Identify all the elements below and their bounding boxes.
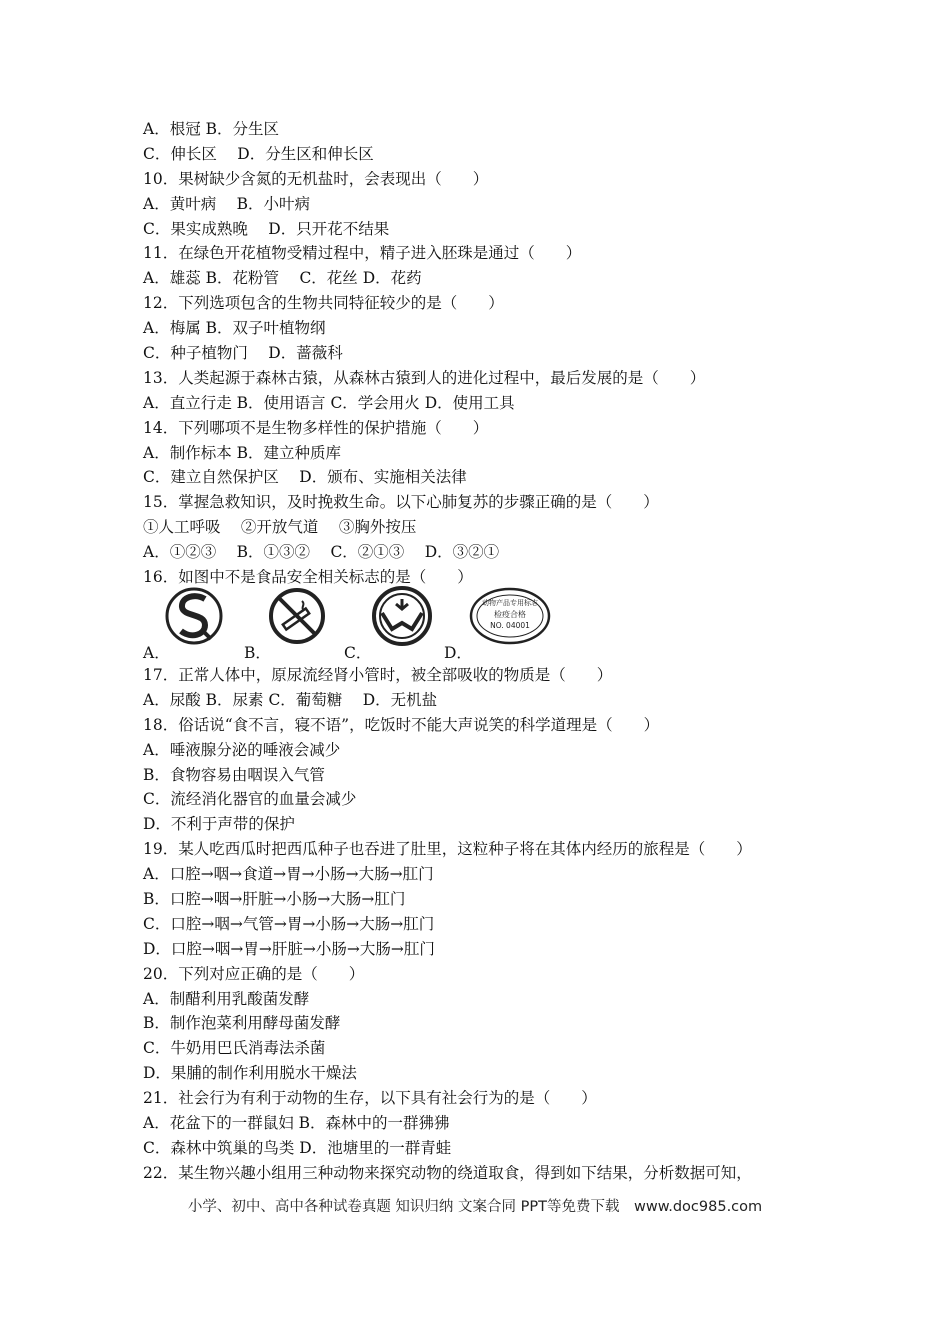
text-line: A．口腔→咽→食道→胃→小肠→大肠→肛门 xyxy=(143,865,434,884)
text-line: A．唾液腺分泌的唾液会减少 xyxy=(143,740,341,759)
questions-bottom xyxy=(143,663,843,1186)
text-line: D．口腔→咽→胃→肝脏→小肠→大肠→肛门 xyxy=(143,939,435,958)
text-line: C．伸长区 D．分生区和伸长区 xyxy=(143,144,374,163)
text-line: 20．下列对应正确的是（ ） xyxy=(143,964,365,983)
text-line: 19．某人吃西瓜时把西瓜种子也吞进了肚里，这粒种子将在其体内经历的旅程是（ ） xyxy=(143,840,752,859)
text-line: 15．掌握急救知识，及时挽救生命。以下心肺复苏的步骤正确的是（ ） xyxy=(143,493,659,512)
questions-top xyxy=(143,117,843,590)
qs-symbol-icon xyxy=(165,585,223,647)
svg-text:NO. 04001: NO. 04001 xyxy=(490,621,530,630)
text-line: A．花盆下的一群鼠妇 B．森林中的一群狒狒 xyxy=(143,1114,450,1133)
text-line: A．直立行走 B．使用语言 C．学会用火 D．使用工具 xyxy=(143,393,515,412)
text-line: C．森林中筑巢的鸟类 D．池塘里的一群青蛙 xyxy=(143,1138,452,1157)
text-line: A．根冠 B．分生区 xyxy=(143,120,280,138)
q16-option-d: D． xyxy=(444,644,472,662)
q16-option-a: A． xyxy=(143,644,170,662)
text-line: C．流经消化器官的血量会减少 xyxy=(143,790,357,809)
q16-option-c: C． xyxy=(344,644,372,662)
text-line: 17．正常人体中，原尿流经肾小管时，被全部吸收的物质是（ ） xyxy=(143,666,613,684)
text-line: B．制作泡菜利用酵母菌发酵 xyxy=(143,1014,341,1033)
text-line: 11．在绿色开花植物受精过程中，精子进入胚珠是通过（ ） xyxy=(143,244,582,263)
text-line: ①人工呼吸 ②开放气道 ③胸外按压 xyxy=(143,518,417,537)
text-line: 21．社会行为有利于动物的生存，以下具有社会行为的是（ ） xyxy=(143,1089,597,1108)
text-line: B．食物容易由咽误入气管 xyxy=(143,765,325,784)
text-line: A．尿酸 B．尿素 C．葡萄糖 D．无机盐 xyxy=(143,690,438,709)
text-line: D．果脯的制作利用脱水干燥法 xyxy=(143,1064,357,1083)
text-line: D．不利于声带的保护 xyxy=(143,815,295,834)
text-line: 10．果树缺少含氮的无机盐时，会表现出（ ） xyxy=(143,169,489,188)
text-line: C．口腔→咽→气管→胃→小肠→大肠→肛门 xyxy=(143,914,435,933)
text-line: 18．俗话说“食不言，寝不语”，吃饭时不能大声说笑的科学道理是（ ） xyxy=(143,715,660,734)
text-line: 12．下列选项包含的生物共同特征较少的是（ ） xyxy=(143,294,504,313)
text-line: 22．某生物兴趣小组用三种动物来探究动物的绕道取食，得到如下结果，分析数据可知， xyxy=(143,1163,752,1182)
text-line: A．①②③ B．①③② C．②①③ D．③②① xyxy=(143,543,500,562)
text-line: A．黄叶病 B．小叶病 xyxy=(143,194,311,213)
text-line: 13．人类起源于森林古猿，从森林古猿到人的进化过程中，最后发展的是（ ） xyxy=(143,368,706,387)
quarantine-seal-icon xyxy=(468,585,552,647)
text-line: A．雄蕊 B．花粉管 C．花丝 D．花药 xyxy=(143,269,422,288)
text-line: A．制作标本 B．建立种质库 xyxy=(143,443,342,462)
svg-text:动物产品专用标志: 动物产品专用标志 xyxy=(482,599,538,607)
no-smoking-icon xyxy=(268,585,326,647)
food-safety-symbols xyxy=(143,585,623,665)
text-line: 14．下列哪项不是生物多样性的保护措施（ ） xyxy=(143,418,489,437)
svg-text:检疫合格: 检疫合格 xyxy=(494,610,526,619)
text-line: 16．如图中不是食品安全相关标志的是（ ） xyxy=(143,568,473,587)
text-line: B．口腔→咽→肝脏→小肠→大肠→肛门 xyxy=(143,890,406,909)
text-line: A．梅属 B．双子叶植物纲 xyxy=(143,319,326,338)
text-line: C．种子植物门 D．蔷薇科 xyxy=(143,344,343,363)
text-line: C．牛奶用巴氏消毒法杀菌 xyxy=(143,1039,326,1058)
q16-option-b: B． xyxy=(244,644,271,662)
text-line: C．果实成熟晚 D．只开花不结果 xyxy=(143,219,390,238)
page-footer: 小学、初中、高中各种试卷真题 知识归纳 文案合同 PPT等免费下载 www.doc985.com xyxy=(187,1199,763,1215)
text-line: C．建立自然保护区 D．颁布、实施相关法律 xyxy=(143,468,467,487)
text-line: A．制醋利用乳酸菌发酵 xyxy=(143,989,310,1008)
green-food-icon xyxy=(369,585,435,647)
